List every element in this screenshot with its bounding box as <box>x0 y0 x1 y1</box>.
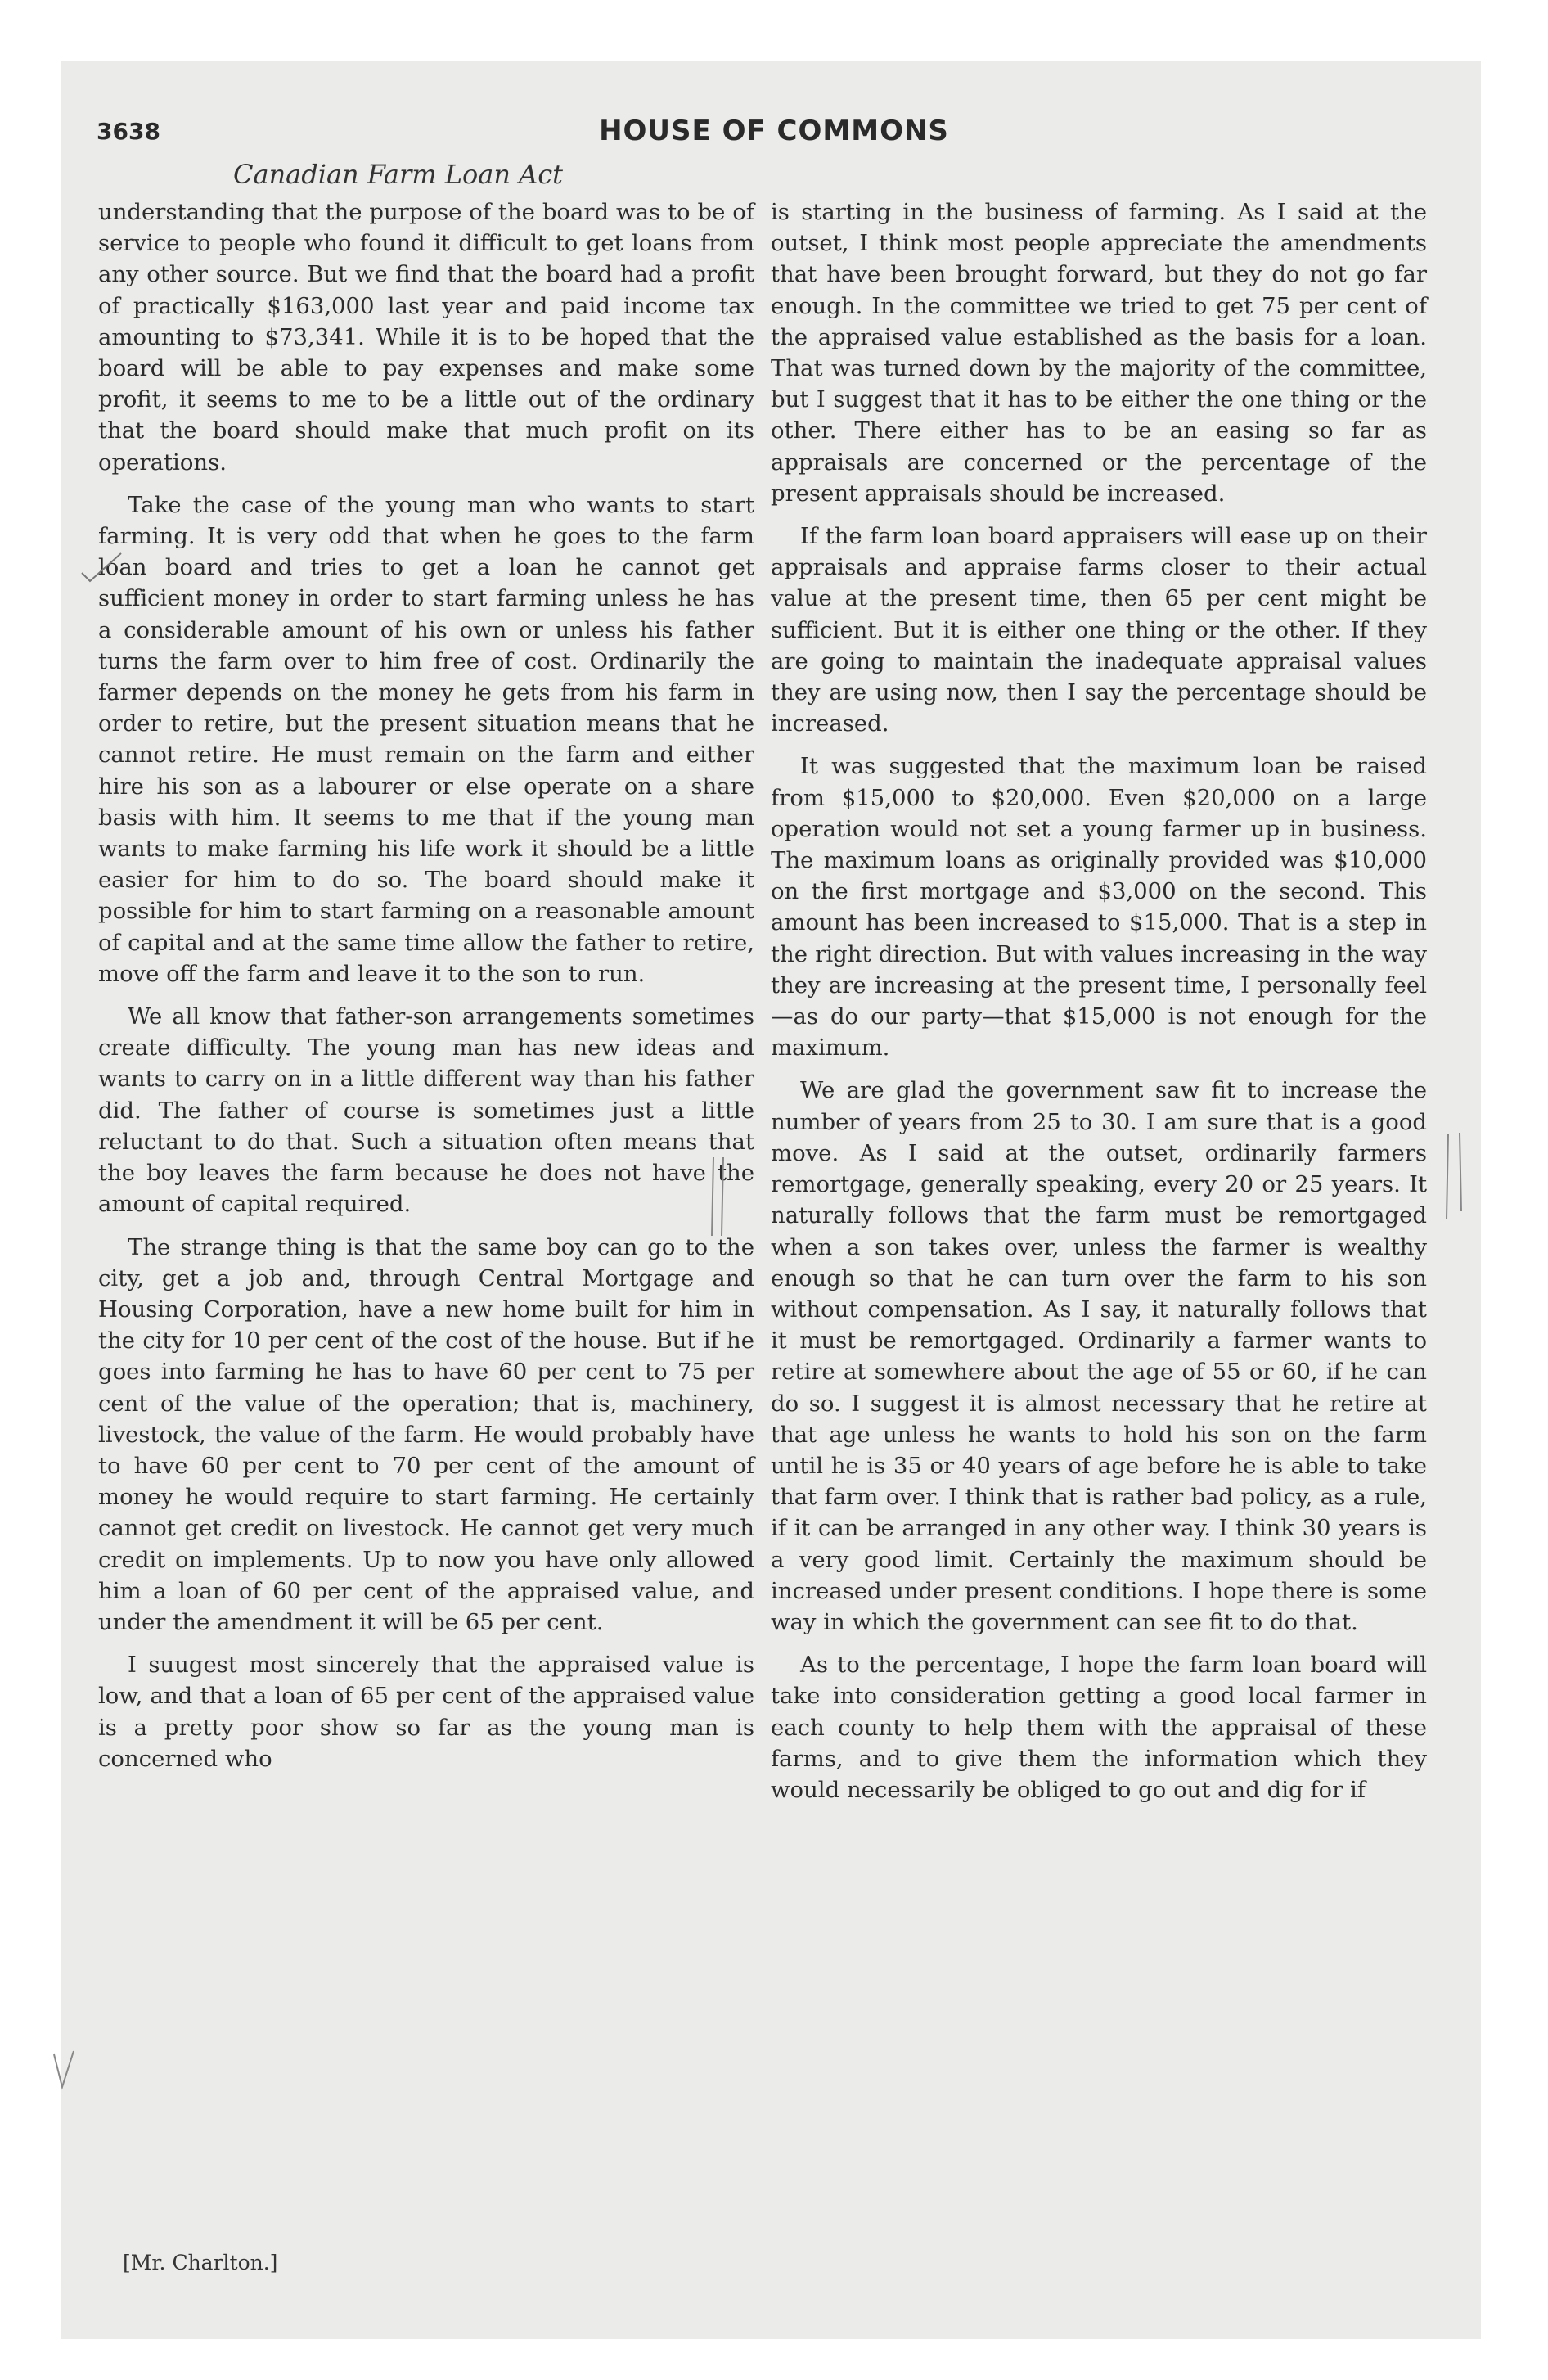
paragraph: The strange thing is that the same boy can go to the city, get a job and, through Central Mortgage and Housing Corporation, have a new home built for him in the city for 10 per cent of the cost of the house. But if he goes into farming he has to have 60 per cent to 75 per cent of the value of the operation; that is, machinery, livestock, the value of the farm. He would probably have to have 60 per cent to 70 per cent of the amount of money he would require to start farming. He certainly cannot get credit on livestock. He cannot get very much credit on implements. Up to now you have only allowed him a loan of 60 per cent of the appraised value, and under the amendment it will be 65 per cent. <box>98 1233 754 1635</box>
paragraph: understanding that the purpose of the board was to be of service to people who found it difficult to get loans from any other source. But we find that the board had a profit of practically $163,000 last year and paid income tax amounting to $73,341. While it is to be hoped that the board will be able to pay expenses and make some profit, it seems to me to be a little out of the ordinary that the board should make that much profit on its operations. <box>98 199 754 476</box>
paragraph: Take the case of the young man who wants to start farming. It is very odd that when he goes to the farm loan board and tries to get a loan he cannot get sufficient money in order to start farming unless he has a considerable amount of his own or unless his father turns the farm over to him free of cost. Ordinarily the farmer depends on the money he gets from his farm in order to retire, but the present situation means that he cannot retire. He must remain on the farm and either hire his son as a labourer or else operate on a share basis with him. It seems to me that if the young man wants to make farming his life work it should be a little easier for him to do so. The board should make it possible for him to start farming on a reasonable amount of capital and at the same time allow the father to retire, move off the farm and leave it to the son to run. <box>98 491 754 987</box>
margin-bracket-mark <box>705 1154 738 1244</box>
paragraph: It was suggested that the maximum loan be raised from $15,000 to $20,000. Even $20,000 on a large operation would not set a young farmer up in business. The maximum loans as originally provided was $10,000 on the first mortgage and $3,000 on the second. This amount has been increased to $15,000. That is a step in the right direction. But with values increasing in the way they are increasing at the present time, I personally feel—as do our party—that $15,000 is not enough for the maximum. <box>771 753 1427 1062</box>
right-column <box>771 196 1427 1817</box>
margin-check-mark <box>79 548 128 589</box>
paragraph: As to the percentage, I hope the farm loan board will take into consideration getting a good local farmer in each county to help them with the appraisal of these farms, and to give them the information which they would necessarily be obliged to go out and dig for if <box>771 1652 1427 1803</box>
running-head: Canadian Farm Loan Act <box>233 159 564 190</box>
margin-bracket-mark <box>1440 1129 1473 1228</box>
page-number: 3638 <box>97 118 160 145</box>
paragraph: I suugest most sincerely that the appraised value is low, and that a loan of 65 per cent of the appraised value is a pretty poor show so far as the young man is concerned who <box>98 1652 754 1772</box>
page-title: HOUSE OF COMMONS <box>599 115 949 147</box>
speaker-note: [Mr. Charlton.] <box>123 2251 278 2274</box>
left-column <box>98 196 754 1786</box>
paragraph: If the farm loan board appraisers will ease up on their appraisals and appraise farms closer to their actual value at the present time, then 65 per cent might be sufficient. But it is either one thing or the other. If they are going to maintain the inadequate appraisal values they are using now, then I say the percentage should be increased. <box>771 523 1427 737</box>
paragraph: We all know that father-son arrangements sometimes create difficulty. The young man has new ideas and wants to carry on in a little different way than his father did. The father of course is sometimes just a little reluctant to do that. Such a situation often means that the boy leaves the farm because he does not have the amount of capital required. <box>98 1003 754 1218</box>
paragraph: is starting in the business of farming. As I said at the outset, I think most people appreciate the amendments that have been brought forward, but they do not go far enough. In the committee we tried to get 75 per cent of the appraised value established as the basis for a loan. That was turned down by the majority of the committee, but I suggest that it has to be either the one thing or the other. There either has to be an easing so far as appraisals are concerned or the percentage of the present appraisals should be increased. <box>771 199 1427 507</box>
margin-check-mark <box>49 2046 82 2095</box>
paragraph: We are glad the government saw fit to increase the number of years from 25 to 30. I am sure that is a good move. As I said at the outset, ordinarily farmers remortgage, generally speaking, every 20 or 25 years. It naturally follows that the farm must be remortgaged when a son takes over, unless the farmer is wealthy enough so that he can turn over the farm to his son without compensation. As I say, it naturally follows that it must be remortgaged. Ordinarily a farmer wants to retire at somewhere about the age of 55 or 60, if he can do so. I suggest it is almost necessary that he retire at that age unless he wants to hold his son on the farm until he is 35 or 40 years of age before he is able to take that farm over. I think that is rather bad policy, as a rule, if it can be arranged in any other way. I think 30 years is a very good limit. Certainly the maximum should be increased under present conditions. I hope there is some way in which the government can see fit to do that. <box>771 1077 1427 1635</box>
